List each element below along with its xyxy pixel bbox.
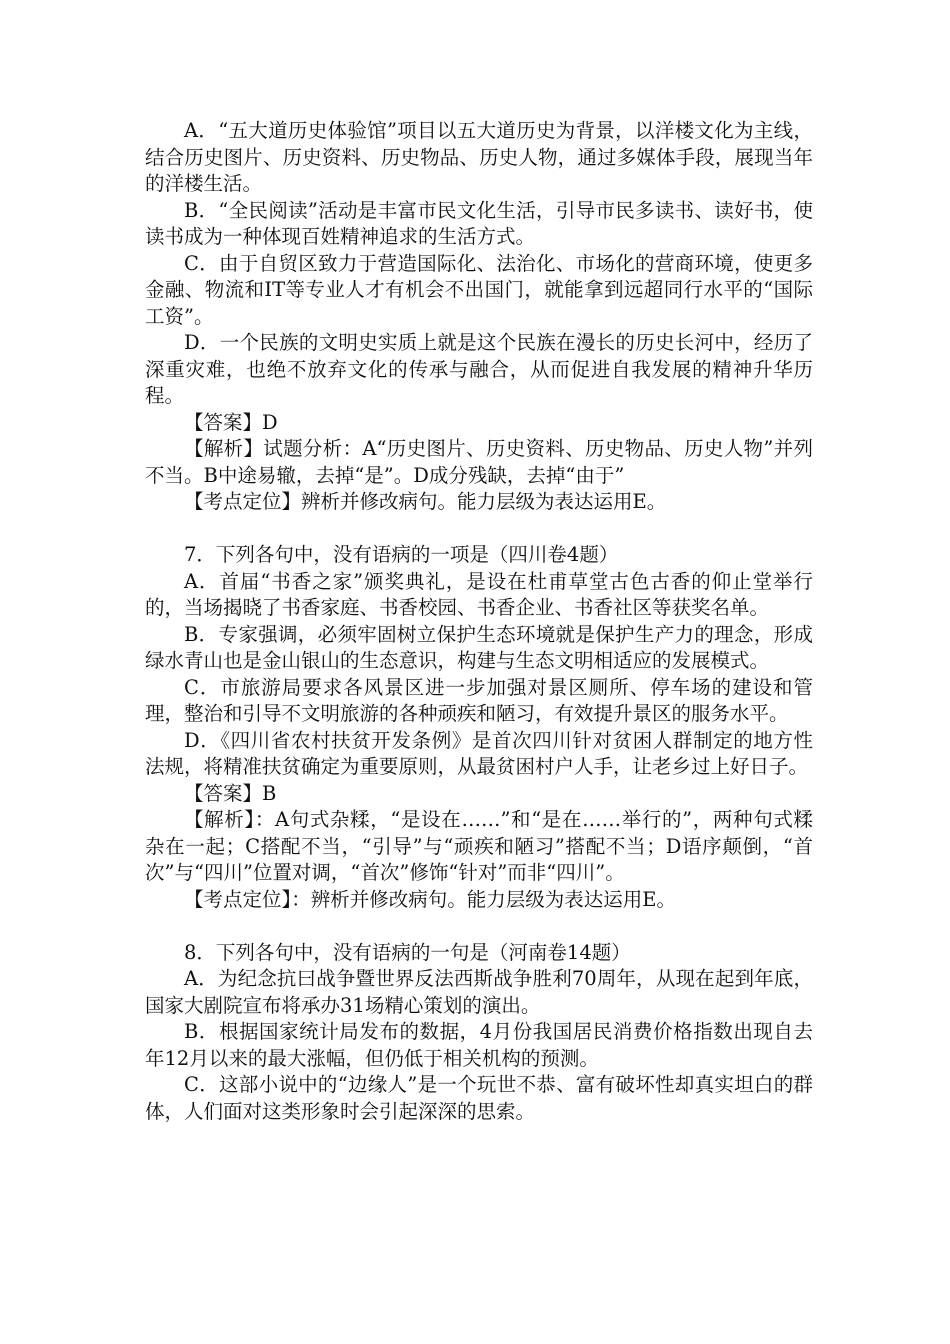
answer-line: 【答案】D [184, 410, 278, 434]
option-a-paragraph: A．“五大道历史体验馆”项目以五大道历史为背景，以洋楼文化为主线，结合历史图片、历史资料、历史物品、历史人物，通过多媒体手段，展现当年的洋楼生活。 [145, 119, 813, 195]
q8-option-c: C．这部小说中的“边缘人”是一个玩世不恭、富有破坏性却真实坦白的群体，人们面对这类形象时会引起深深的思索。 [145, 1073, 813, 1123]
q7-option-a: A．首届“书香之家”颁奖典礼，是设在杜甫草堂古色古香的仰止堂举行的，当场揭晓了书香家庭、书香校园、书香企业、书香社区等获奖名单。 [145, 569, 813, 619]
document-page [145, 118, 813, 1125]
question-8-heading: 8．下列各句中，没有语病的一句是（河南卷14题） [184, 940, 631, 964]
key-point-line: 【考点定位】辨析并修改病句。能力层级为表达运用E。 [184, 490, 667, 513]
q8-option-a: A．为纪念抗曰战争暨世界反法西斯战争胜利70周年，从现在起到年底，国家大剧院宣布将承办31场精心策划的演出。 [145, 967, 813, 1017]
q7-analysis-paragraph: 【解析】：A句式杂糅，“是设在……”和“是在……举行的”，两种句式糅杂在一起；C搭配不当，“引导”与“顽疾和陋习”搭配不当；D语序颠倒，“首次”与“四川”位置对调，“首次”修饰“针对”而非“四川”。 [145, 808, 813, 884]
q7-key-point-line: 【考点定位】：辨析并修改病句。能力层级为表达运用E。 [184, 887, 676, 911]
q7-answer-line: 【答案】B [184, 781, 277, 805]
q7-option-c: C．市旅游局要求各风景区进一步加强对景区厕所、停车场的建设和管理，整治和引导不文明旅游的各种顽疾和陋习，有效提升景区的服务水平。 [145, 675, 813, 725]
q8-option-b: B．根据国家统计局发布的数据，4月份我国居民消费价格指数出现自去年12月以来的最大涨幅，但仍低于相关机构的预测。 [145, 1020, 813, 1070]
option-b-paragraph: B．“全民阅读”活动是丰富市民文化生活，引导市民多读书、读好书，使读书成为一种体现百姓精神追求的生活方式。 [145, 198, 813, 248]
analysis-paragraph: 【解析】试题分析：A“历史图片、历史资料、历史物品、历史人物”并列不当。B中途易辙，去掉“是”。D成分残缺，去掉“由于” [145, 437, 813, 487]
blank-line [145, 913, 813, 940]
option-c-paragraph: C．由于自贸区致力于营造国际化、法治化、市场化的营商环境，使更多金融、物流和IT等专业人才有机会不出国门，就能拿到远超同行水平的“国际工资”。 [145, 251, 813, 328]
option-d-paragraph: D．一个民族的文明史实质上就是这个民族在漫长的历史长河中，经历了深重灾难，也绝不放弃文化的传承与融合，从而促进自我发展的精神升华历程。 [145, 331, 813, 407]
q7-option-d: D．《四川省农村扶贫开发条例》是首次四川针对贫困人群制定的地方性法规，将精准扶贫确定为重要原则，从最贫困村户人手，让老乡过上好日子。 [145, 728, 813, 778]
q7-option-b: B．专家强调，必须牢固树立保护生态环境就是保护生产力的理念，形成绿水青山也是金山银山的生态意识，构建与生态文明相适应的发展模式。 [145, 622, 813, 672]
question-7-heading: 7．下列各句中，没有语病的一项是（四川卷4题） [184, 543, 619, 566]
blank-line [145, 516, 813, 543]
